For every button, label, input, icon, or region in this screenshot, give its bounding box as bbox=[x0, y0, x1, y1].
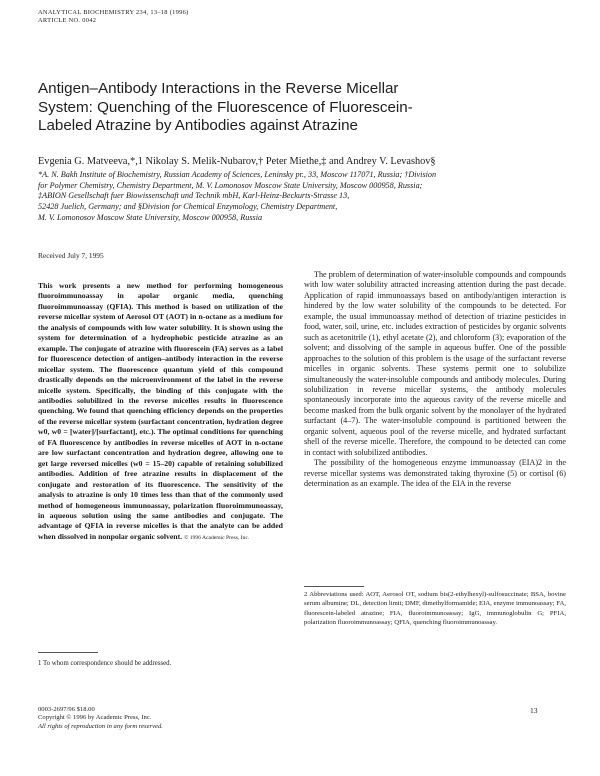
footnote-divider bbox=[38, 652, 98, 653]
title-line: Antigen–Antibody Interactions in the Reverse Micellar bbox=[38, 80, 399, 97]
article-number: ARTICLE NO. 0042 bbox=[38, 17, 97, 24]
footnote-abbreviations: 2 Abbreviations used: AOT, Aerosol OT, sodium bis(2-ethylhexyl)-sulfosuccinate; BSA, bovine serum albumine; DL, detection limit; DMF, dimethylformamide; EIA, enzyme immunoassay; FA, fluorescein-labeled atrazine; FIA, fluoroimmunoassay; IgG, immunoglobulin G; PFIA, polarization fluoroimmunoassay; QFIA, quenching fluoroimmunoassay. bbox=[304, 591, 566, 626]
price-code: 0003-2697/96 $18.00 bbox=[38, 706, 95, 713]
title-line: System: Quenching of the Fluorescence of Fluorescein- bbox=[38, 98, 413, 116]
author-list: Evgenia G. Matveeva,*,1 Nikolay S. Melik-Nubarov,† Peter Miethe,‡ and Andrey V. Levashov§ bbox=[38, 156, 436, 167]
affiliation-line: *A. N. Bakh Institute of Biochemistry, Russian Academy of Sciences, Leninsky pr., 33, Moscow 117071, Russia; †Division bbox=[38, 170, 437, 179]
abstract-text: This work presents a new method for performing homogeneous fluoroimmunoassay in apolar organic media, quenching fluoroimmunoassay (QFIA). This method is based on utilization of the reverse micellar system of Aerosol OT (AOT) in n-octane as a medium for the analysis of compounds with low water solubility. It is shown using the system for determination of a hydrophobic pesticide atrazine as an example. The conjugate of atrazine with fluorescein (FA) serves as a label for fluorescence detection of antigen–antibody interaction in the reverse micellar system. The fluorescence quantum yield of this compound drastically depends on the microenvironment of the label in the reverse micelle system. Specifically, the binding of this conjugate with the antibodies solubilized in the reverse micelles results in fluorescence quenching. We found that quenching efficiency depends on the properties of the reverse micellar system (surfactant concentration, hydration degree w0, w0 = [water]/[surfactant], etc.). The optimal conditions for quenching of FA fluorescence by antibodies in reverse micelles of AOT in n-octane are low surfactant concentration and hydration degree, allowing one to get large reversed micelles (w0 = 15–20) capable of retaining solubilized antibodies. Addition of free atrazine results in displacement of the conjugate and restoration of its fluorescence. The sensitivity of the analysis to atrazine is only 10 times less than that of the commonly used method of homogeneous immunoassay, polarization fluoroimmunoassay, in aqueous solution using the same antibodies and conjugate. The advantage of QFIA in reverse micelles is that the analyte can be added when dissolved in nonpolar organic solvent. bbox=[38, 281, 283, 541]
title-line: Labeled Atrazine by Antibodies against Atrazine bbox=[38, 117, 359, 135]
page-number: 13 bbox=[530, 706, 538, 715]
body-paragraph: The problem of determination of water-insoluble compounds and compounds with low water solubility attracted increasing attention during the past decade. Application of rapid immunoassays based on antibody/antigen interaction is hindered by the low water solubility of the compounds to be detected. For example, the usual immunoassay method of detection of triazine pesticides in food, water, soil, urine, etc. includes extraction of pesticides by organic solvents such as acetonitrile (1), ethyl acetate (2), and chloroform (3); evaporation of the solvent; and dissolving of the sample in aqueous buffer. One of the possible approaches to the solution of this problem is the usage of the surfactant reverse micelles in organic solvents. These systems permit one to solubilize simultaneously the water-insoluble compounds and antibody molecules. During solubilization in reverse micellar systems, the antibody molecules spontaneously incorporate into the aqueous cavity of the reverse micelle and become masked from the bulk organic solvent by the monolayer of the hydrated surfactant (4–7). The water-insoluble compound is partitioned between the organic solvent, aqueous pool of the reverse micelle, and hydrated surfactant shell of the reverse micelle. Therefore, the compound to be detected can come in contact with solubilized antibodies. bbox=[304, 270, 566, 457]
received-date: Received July 7, 1995 bbox=[38, 251, 104, 260]
footnote-correspondence: 1 To whom correspondence should be addressed. bbox=[38, 660, 172, 667]
paper-title bbox=[38, 80, 558, 136]
abstract-copyright: © 1996 Academic Press, Inc. bbox=[184, 534, 250, 541]
journal-header: ANALYTICAL BIOCHEMISTRY 234, 13–18 (1996) bbox=[38, 9, 189, 16]
abstract bbox=[38, 281, 283, 543]
body-column bbox=[304, 270, 566, 490]
footer-copyright: Copyright © 1996 by Academic Press, Inc. bbox=[38, 714, 152, 722]
affiliation-line: ‡ABION Gesellschaft fuer Biowissenschaft und Technik mbH, Karl-Heinz-Beckurts-Strasse 13, bbox=[38, 191, 350, 201]
body-paragraph: The possibility of the homogeneous enzyme immunoassay (EIA)2 in the reverse micellar systems was demonstrated taking thyroxine (5) or cortisol (6) determination as an example. The idea of the EIA in the reverse bbox=[304, 458, 566, 489]
affiliation-line: for Polymer Chemistry, Chemistry Department, M. V. Lomonosov Moscow State University, Moscow 000958, Russia; bbox=[38, 180, 423, 190]
affiliations bbox=[38, 170, 568, 224]
publisher-footer bbox=[38, 706, 163, 731]
affiliation-line: M. V. Lomonosov Moscow State University, Moscow 000958, Russia bbox=[38, 212, 263, 222]
affiliation-line: 52428 Juelich, Germany; and §Division for Chemical Enzymology, Chemistry Department, bbox=[38, 202, 338, 212]
footnote-divider bbox=[304, 586, 364, 587]
footer-rights: All rights of reproduction in any form reserved. bbox=[38, 722, 163, 730]
